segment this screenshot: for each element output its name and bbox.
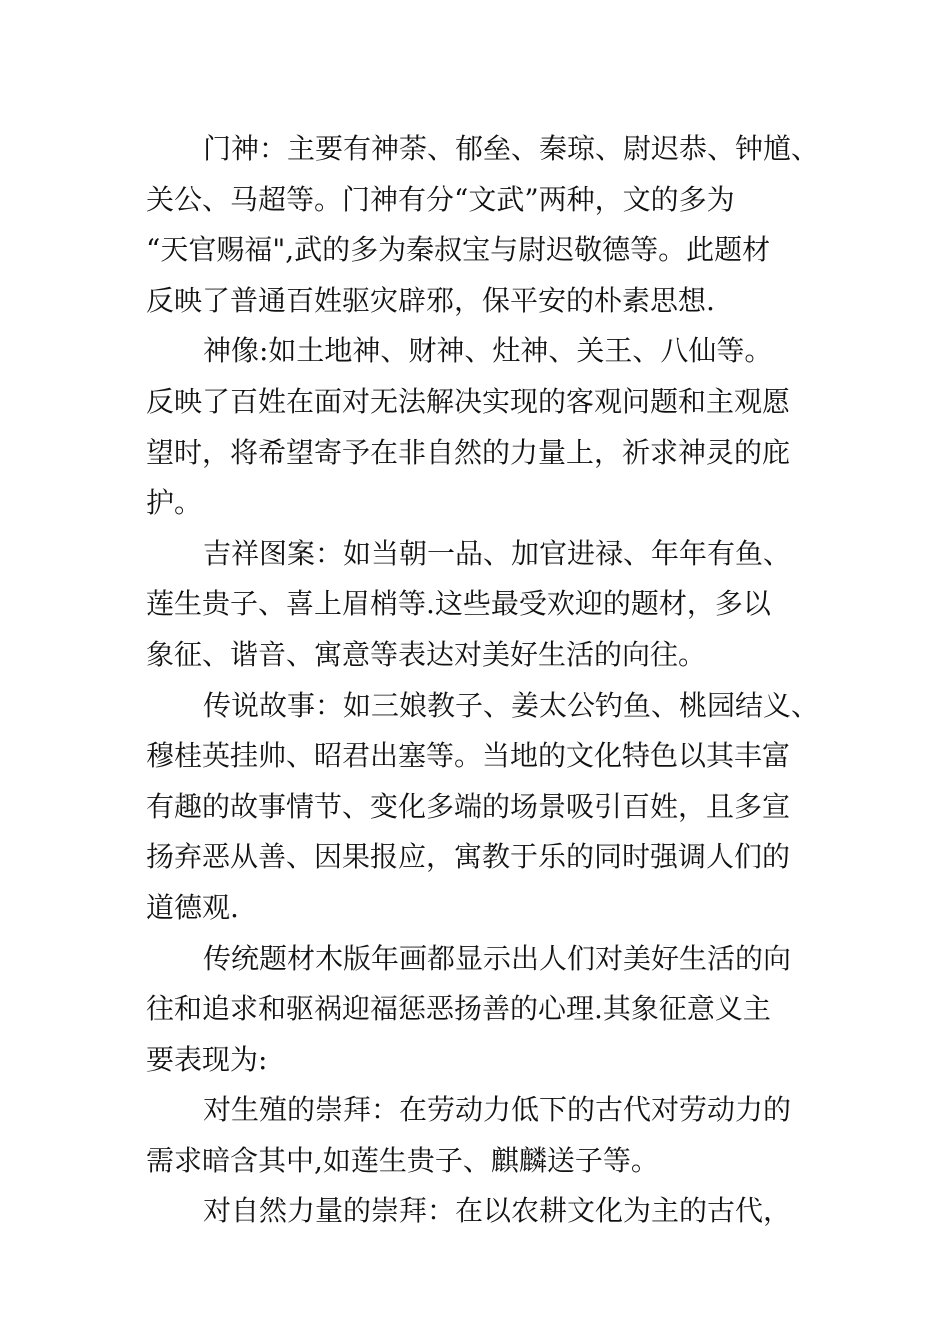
paragraph-line: 需求暗含其中,如莲生贵子、麒麟送子等。	[146, 1143, 659, 1177]
paragraph-first-line: 门神：主要有神荼、郁垒、秦琼、尉迟恭、钟馗、	[203, 132, 820, 165]
paragraph-first-line: 对生殖的崇拜：在劳动力低下的古代对劳动力的	[203, 1093, 792, 1127]
paragraph-line: 关公、马超等。门神有分“文武”两种，文的多为	[146, 182, 735, 216]
paragraph-first-line: 传统题材木版年画都显示出人们对美好生活的向	[203, 941, 792, 975]
paragraph-line: 反映了百姓在面对无法解决实现的客观问题和主观愿	[146, 384, 791, 418]
paragraph-line: 象征、谐音、寓意等表达对美好生活的向往。	[146, 637, 707, 671]
paragraph-first-line: 对自然力量的崇拜：在以农耕文化为主的古代，	[203, 1194, 792, 1228]
paragraph-line: 要表现为:	[146, 1042, 268, 1076]
paragraph-first-line: 神像:如土地神、财神、灶神、关王、八仙等。	[203, 334, 773, 368]
paragraph-line: 莲生贵子、喜上眉梢等.这些最受欢迎的题材，多以	[146, 587, 771, 621]
paragraph-line: 望时，将希望寄予在非自然的力量上，祈求神灵的庇	[146, 435, 791, 469]
paragraph-line: 护。	[146, 486, 203, 520]
paragraph-line: 往和追求和驱祸迎福惩恶扬善的心理.其象征意义主	[146, 992, 771, 1026]
paragraph-line: 扬弃恶从善、因果报应，寓教于乐的同时强调人们的	[146, 840, 791, 874]
paragraph-line: 穆桂英挂帅、昭君出塞等。当地的文化特色以其丰富	[146, 739, 791, 773]
paragraph-first-line: 吉祥图案：如当朝一品、加官进禄、年年有鱼、	[203, 536, 792, 570]
paragraph-line: “天官赐福",武的多为秦叔宝与尉迟敬德等。此题材	[146, 233, 771, 267]
paragraph-first-line: 传说故事：如三娘教子、姜太公钓鱼、桃园结义、	[203, 688, 820, 722]
paragraph-line: 道德观.	[146, 890, 239, 924]
paragraph-line: 有趣的故事情节、变化多端的场景吸引百姓，且多宣	[146, 789, 791, 823]
document-body	[146, 124, 836, 1237]
paragraph-line: 反映了普通百姓驱灾辟邪，保平安的朴素思想.	[146, 283, 715, 317]
